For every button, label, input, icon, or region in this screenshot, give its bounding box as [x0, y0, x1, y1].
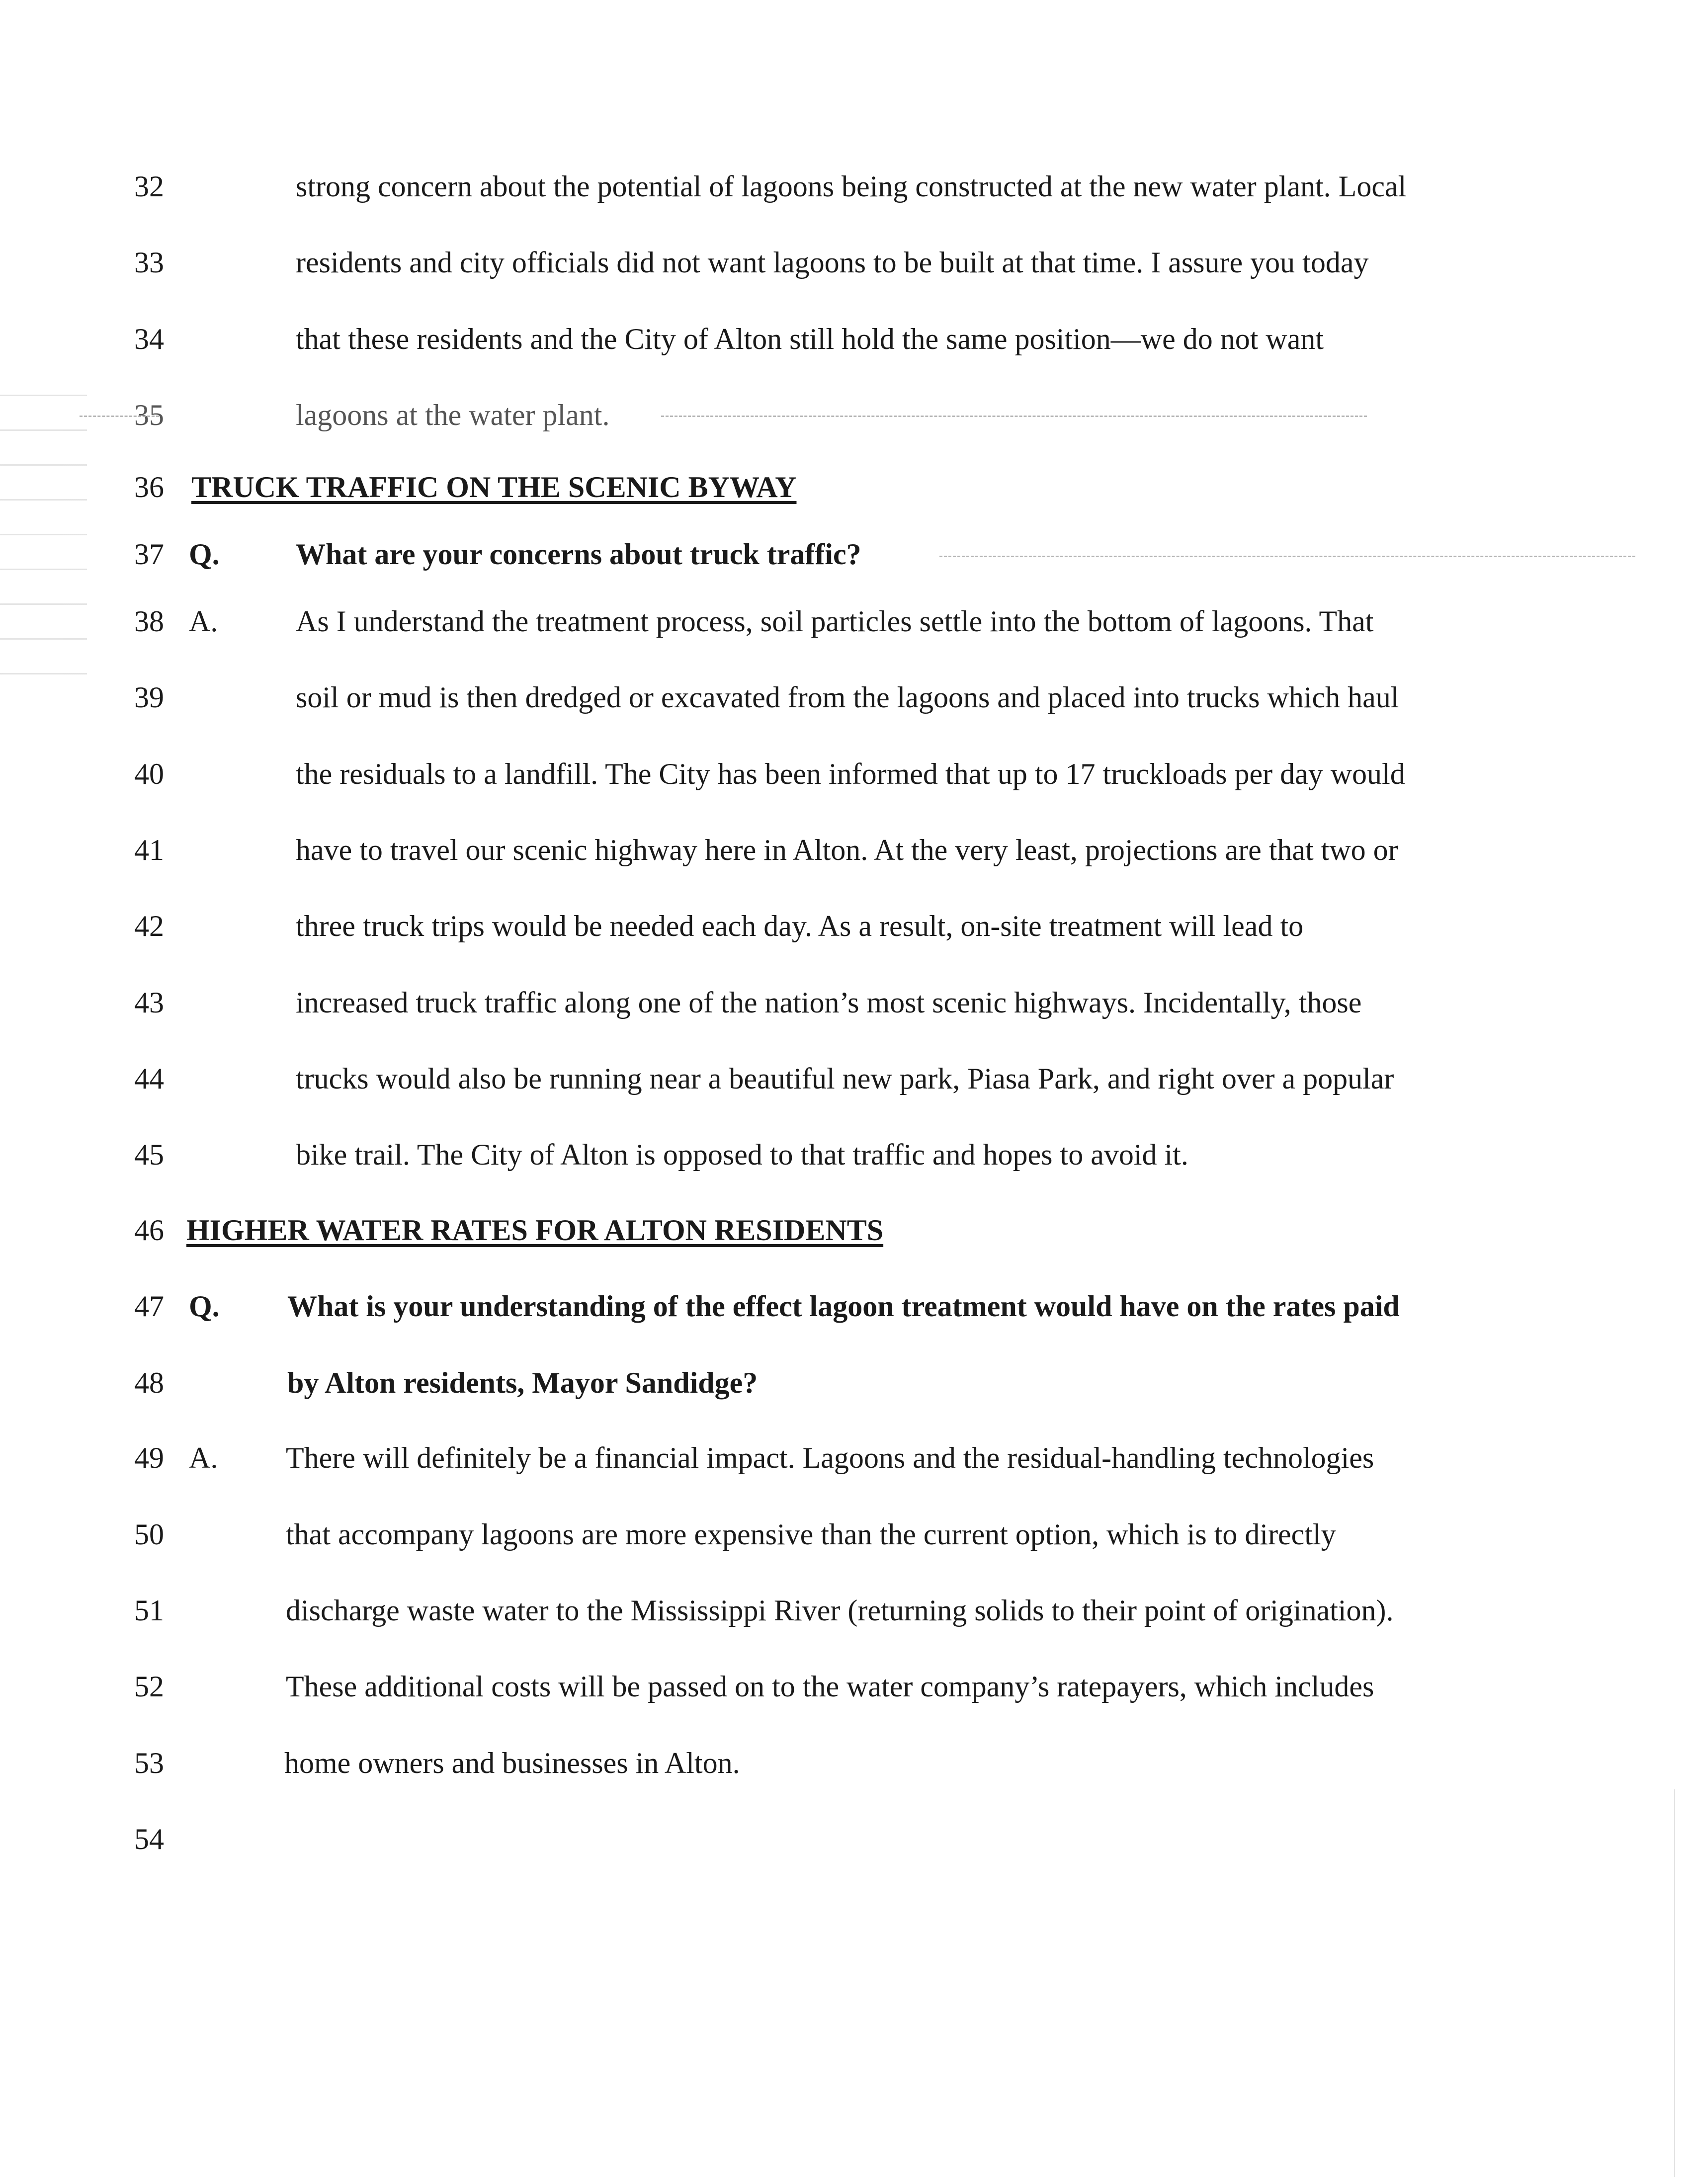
- line-number: 47: [134, 1290, 164, 1323]
- scan-artifact-line: [80, 416, 159, 417]
- line-number: 43: [134, 986, 164, 1019]
- line-number: 36: [134, 471, 164, 504]
- answer-label: A.: [189, 1441, 218, 1474]
- line-number: 33: [134, 246, 164, 279]
- line-39: [0, 670, 1690, 725]
- line-text: bike trail. The City of Alton is opposed to that traffic and hopes to avoid it.: [296, 1138, 1188, 1171]
- line-number: 39: [134, 681, 164, 714]
- line-34: [0, 312, 1690, 366]
- line-number: 53: [134, 1747, 164, 1779]
- line-43: [0, 975, 1690, 1030]
- line-32: [0, 159, 1690, 214]
- line-text: discharge waste water to the Mississippi River (returning solids to their point of origination).: [286, 1594, 1394, 1627]
- line-35: [0, 388, 1690, 442]
- question-text: What is your understanding of the effect lagoon treatment would have on the rates paid: [287, 1290, 1400, 1323]
- line-text: three truck trips would be needed each day. As a result, on-site treatment will lead to: [296, 910, 1304, 942]
- line-number: 52: [134, 1670, 164, 1703]
- scan-artifact-line: [939, 556, 1635, 557]
- line-number: 41: [134, 834, 164, 866]
- line-text: lagoons at the water plant.: [296, 399, 610, 431]
- question-label: Q.: [189, 538, 220, 571]
- answer-label: A.: [189, 605, 218, 638]
- line-41: [0, 823, 1690, 877]
- line-number: 38: [134, 605, 164, 638]
- section-heading: TRUCK TRAFFIC ON THE SCENIC BYWAY: [191, 471, 797, 504]
- question-text: What are your concerns about truck traffic?: [296, 538, 861, 571]
- line-text: increased truck traffic along one of the nation’s most scenic highways. Incidentally, those: [296, 986, 1362, 1019]
- question-label: Q.: [189, 1290, 220, 1323]
- line-number: 32: [134, 170, 164, 203]
- line-number: 51: [134, 1594, 164, 1627]
- line-number: 44: [134, 1062, 164, 1095]
- line-number: 54: [134, 1823, 164, 1855]
- line-49: [0, 1430, 1690, 1485]
- line-40: [0, 747, 1690, 801]
- line-text: home owners and businesses in Alton.: [284, 1747, 740, 1779]
- line-53: [0, 1736, 1690, 1790]
- line-text: have to travel our scenic highway here in Alton. At the very least, projections are that two or: [296, 834, 1398, 866]
- line-33: [0, 235, 1690, 290]
- line-text: the residuals to a landfill. The City has been informed that up to 17 truckloads per day would: [296, 757, 1405, 790]
- line-44: [0, 1051, 1690, 1106]
- line-50: [0, 1507, 1690, 1562]
- line-number: 35: [134, 399, 164, 431]
- line-number: 42: [134, 910, 164, 942]
- line-number: 48: [134, 1366, 164, 1399]
- line-number: 37: [134, 538, 164, 571]
- line-46: [0, 1203, 1690, 1258]
- question-text: by Alton residents, Mayor Sandidge?: [287, 1366, 758, 1399]
- line-54: [0, 1812, 1690, 1866]
- line-48: [0, 1355, 1690, 1410]
- line-text: These additional costs will be passed on to the water company’s ratepayers, which includes: [286, 1670, 1374, 1703]
- line-52: [0, 1659, 1690, 1714]
- line-text: residents and city officials did not want lagoons to be built at that time. I assure you today: [296, 246, 1369, 279]
- line-45: [0, 1127, 1690, 1182]
- line-51: [0, 1583, 1690, 1638]
- line-47: [0, 1279, 1690, 1334]
- line-text: As I understand the treatment process, soil particles settle into the bottom of lagoons. That: [296, 605, 1374, 638]
- line-number: 49: [134, 1441, 164, 1474]
- line-text: that accompany lagoons are more expensive than the current option, which is to directly: [286, 1518, 1336, 1551]
- line-number: 46: [134, 1214, 164, 1247]
- line-text: strong concern about the potential of lagoons being constructed at the new water plant. Local: [296, 170, 1407, 203]
- section-heading: HIGHER WATER RATES FOR ALTON RESIDENTS: [186, 1214, 884, 1247]
- line-37: [0, 527, 1690, 582]
- line-text: There will definitely be a financial impact. Lagoons and the residual-handling technologies: [286, 1441, 1374, 1474]
- line-number: 45: [134, 1138, 164, 1171]
- line-36: [0, 460, 1690, 514]
- line-text: trucks would also be running near a beautiful new park, Piasa Park, and right over a popular: [296, 1062, 1394, 1095]
- line-42: [0, 899, 1690, 953]
- line-number: 40: [134, 757, 164, 790]
- line-number: 50: [134, 1518, 164, 1551]
- line-text: soil or mud is then dredged or excavated from the lagoons and placed into trucks which haul: [296, 681, 1399, 714]
- line-38: [0, 594, 1690, 649]
- line-text: that these residents and the City of Alton still hold the same position—we do not want: [296, 323, 1324, 355]
- scan-artifact-line: [661, 416, 1367, 417]
- line-number: 34: [134, 323, 164, 355]
